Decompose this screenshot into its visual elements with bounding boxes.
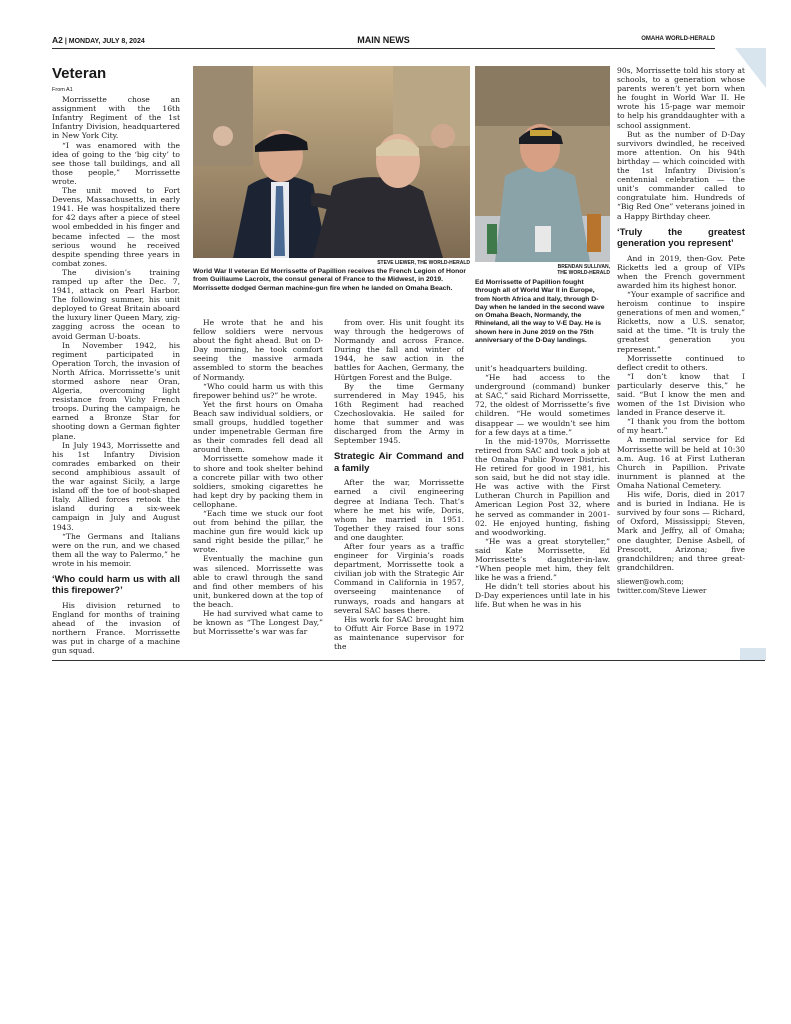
subhead-firepower: ‘Who could harm us with all this firepower?’: [52, 573, 180, 597]
paragraph: Morrissette continued to deflect credit to others.: [617, 353, 745, 372]
paragraph: After four years as a traffic engineer for Virginia’s roads department, Morrissette took a civilian job with the Strategic Air Command in California in 1957, overseeing maintenance of runways, roads and hangars at several SAC bases there.: [334, 541, 464, 615]
paragraph: In November 1942, his regiment participated in Operation Torch, the invasion of North Africa. Morrissette’s unit stormed ashore near Oran, Algeria, overcoming light resistance from Vichy French troops. During the campaign, he earned a Bronze Star for shooting down a German fighter plane.: [52, 340, 180, 441]
photo-anniversary: [475, 66, 610, 262]
paragraph: 90s, Morrissette told his story at schools, to a generation whose parents weren’t yet born when he fought in World War II. He wrote his 15-page war memoir to help his granddaughter with a school assignment.: [617, 66, 745, 130]
paragraph: By the time Germany surrendered in May 1945, his 16th Regiment had reached Czechoslovakia. He sailed for home that summer and was discharged from the Army in September 1945.: [334, 381, 464, 446]
paragraph: A memorial service for Ed Morrissette will be held at 10:30 a.m. Aug. 16 at First Lutheran Church in Papillion. Private inurnment is planned at the Omaha National Cemetery.: [617, 435, 745, 490]
footer-rule: [52, 660, 765, 661]
photo-legion-of-honor-image: [193, 66, 470, 258]
paragraph: “I don’t know that I particularly deserve this,” he said. “But I know the men and women of the 1st Division who landed in France deserve it.: [617, 371, 745, 418]
paragraph: But as the number of D-Day survivors dwindled, he received more attention. On his 94th birthday — which coincided with the 1st Infantry Division’s centennial celebration — the unit’s commander called to congratulate him. Hundreds of “Big Red One” veterans joined in a Happy Birthday cheer.: [617, 129, 745, 221]
page-header: [52, 35, 715, 47]
paragraph: Morrissette somehow made it to shore and took shelter behind a concrete pillar with two other soldiers, smoking cigarettes he had kept dry by packing them in cellophane.: [193, 454, 323, 509]
paragraph: He didn’t tell stories about his D-Day experiences until late in his life. But when he was in his: [475, 582, 610, 610]
paragraph: And in 2019, then-Gov. Pete Ricketts led a group of VIPs when the French government awarded him its highest honor.: [617, 253, 745, 290]
paragraph: unit’s headquarters building.: [475, 364, 588, 373]
jump-line: From A1: [52, 87, 73, 93]
column-1: [52, 66, 180, 656]
paragraph: In July 1943, Morrissette and his 1st Infantry Division comrades embarked on their second amphibious assault of the war against Sicily, a large island off the toe of boot-shaped Italy. Allied forces retook the island during a six-week campaign in July and August 1943.: [52, 440, 180, 532]
author-twitter: twitter.com/Steve Liewer: [617, 586, 707, 595]
subhead-strategic-air-command: Strategic Air Command and a family: [334, 451, 464, 474]
paragraph: “He was a great storyteller,” said Kate Morrissette, Ed Morrissette’s daughter-in-law. “When people met him, they felt like he was a friend.”: [475, 536, 610, 583]
page-number: A2: [52, 35, 63, 45]
paragraph: Eventually the machine gun was silenced. Morrissette was able to crawl through the sand and find other members of his unit, bunkered down at the top of the beach.: [193, 554, 323, 609]
paragraph: The division’s training ramped up after the Dec. 7, 1941, attack on Pearl Harbor. The following summer, his unit deployed to Great Britain aboard the luxury liner Queen Mary, zig-zagging across the ocean to avoid German U-boats.: [52, 267, 180, 341]
author-signature: [617, 578, 745, 596]
photo-credit: STEVE LIEWER, THE WORLD-HERALD: [377, 260, 470, 266]
paragraph: He had survived what came to be known as “The Longest Day,” but Morrissette’s war was far: [193, 609, 323, 637]
paragraph: “He had access to the underground (command) bunker at SAC,” said Richard Morrissette, 72, the oldest of Morrissette’s five children. “He would sometimes disappear — we wouldn’t see him for a few days at a time.”: [475, 373, 610, 437]
author-email: sliewer@owh.com;: [617, 577, 684, 586]
photo-caption: Ed Morrissette of Papillion fought through all of World War II in Europe, from North Africa and Italy, through D-Day when he landed in the second wave on Omaha Beach, Normandy, the Rhineland, all the way to V-E Day. He is shown here in June 2019 on the 75th anniversary of the D-Day landings.: [475, 279, 605, 345]
paragraph: His division returned to England for months of training ahead of the invasion of northern France. Morrissette was put in charge of a machine gun squad.: [52, 600, 180, 656]
column-2: [193, 318, 323, 658]
subhead-greatest-generation: ‘Truly the greatest generation you represent’: [617, 226, 745, 250]
paragraph: His work for SAC brought him to Offutt Air Force Base in 1972 as maintenance supervisor for the: [334, 614, 464, 651]
photo-credit: [475, 264, 610, 276]
photo-credit-line: THE WORLD-HERALD: [557, 270, 610, 276]
paragraph: “Your example of sacrifice and heroism continue to inspire generations of men and women,” Ricketts, now a U.S. senator, said at the time. “It is truly the greatest generation you represent.”: [617, 289, 745, 354]
paragraph: He wrote that he and his fellow soldiers were nervous about the fight ahead. But on D-Day morning, he took comfort seeing the massive armada assembled to storm the beaches of Normandy.: [193, 318, 323, 382]
article-headline: Veteran: [52, 66, 107, 82]
paragraph: Morrissette chose an assignment with the 16th Infantry Regiment of the 1st Infantry Division, headquartered in New York City.: [52, 95, 180, 141]
column-5: [617, 66, 745, 656]
paragraph: In the mid-1970s, Morrissette retired from SAC and took a job at the Omaha Public Power District. He retired for good in 1981, his son said, but he did not stay idle. He was active with the First Lutheran Church in Papillion and American Legion Post 32, where he served as commander in 2001-02. He enjoyed hunting, fishing and woodworking.: [475, 436, 610, 537]
paragraph: The unit moved to Fort Devens, Massachusetts, in early 1941. He was hospitalized there for 42 days after a piece of steel wool embedded in his finger and became infected — the most serious wound he received despite spending three years in combat zones.: [52, 186, 180, 268]
newspaper-name: OMAHA WORLD-HERALD: [641, 36, 715, 42]
section-name: MAIN NEWS: [357, 35, 410, 45]
page-folio: A2 | MONDAY, JULY 8, 2024: [52, 35, 145, 45]
paragraph: Yet the first hours on Omaha Beach saw individual soldiers, or small groups, huddled together under impenetrable German fire as their comrades fell dead all around them.: [193, 399, 323, 455]
paragraph: “I was enamored with the idea of going to the ‘big city’ to see those tall buildings, and all those people,” Morrissette wrote.: [52, 140, 180, 186]
photo-credit-line: BRENDAN SULLIVAN,: [557, 264, 610, 270]
photo-caption: World War II veteran Ed Morrissette of Papillion receives the French Legion of Honor from Guillaume Lacroix, the consul general of France to the Midwest, in 2019. Morrissette dodged German machine-gun fire when he landed on Omaha Beach.: [193, 268, 467, 292]
paragraph: from over. His unit fought its way through the hedgerows of Normandy and across France. During the fall and winter of 1944, he saw action in the battles for Aachen, Germany, the Hürtgen Forest and the Bulge.: [334, 318, 464, 382]
paragraph: “Each time we stuck our foot out from behind the pillar, the machine gun fire would kick up sand right beside the pillar,” he wrote.: [193, 508, 323, 555]
paragraph: After the war, Morrissette earned a civil engineering degree at Indiana Tech. That’s where he met his wife, Doris, whom he married in 1951. Together they raised four sons and one daughter.: [334, 478, 464, 542]
column-3: [334, 318, 464, 658]
paragraph: “Who could harm us with this firepower behind us?” he wrote.: [193, 381, 323, 400]
page-date: MONDAY, JULY 8, 2024: [68, 38, 145, 45]
page-corner-decoration: [740, 648, 766, 660]
photo-anniversary-image: [475, 66, 610, 262]
paragraph: “I thank you from the bottom of my heart.”: [617, 417, 745, 436]
photo-legion-of-honor: [193, 66, 470, 258]
paragraph: “The Germans and Italians were on the run, and we chased them all the way to Palermo,” he wrote in his memoir.: [52, 531, 180, 568]
column-4: [475, 364, 610, 658]
paragraph: His wife, Doris, died in 2017 and is buried in Indiana. He is survived by four sons — Richard, of Oxford, Mississippi; Steven, Mark and Jeffry, all of Omaha; one daughter, Denise Asbell, of Prescott, Arizona; five grandchildren; and three great-grandchildren.: [617, 490, 745, 572]
header-rule: [52, 48, 715, 49]
